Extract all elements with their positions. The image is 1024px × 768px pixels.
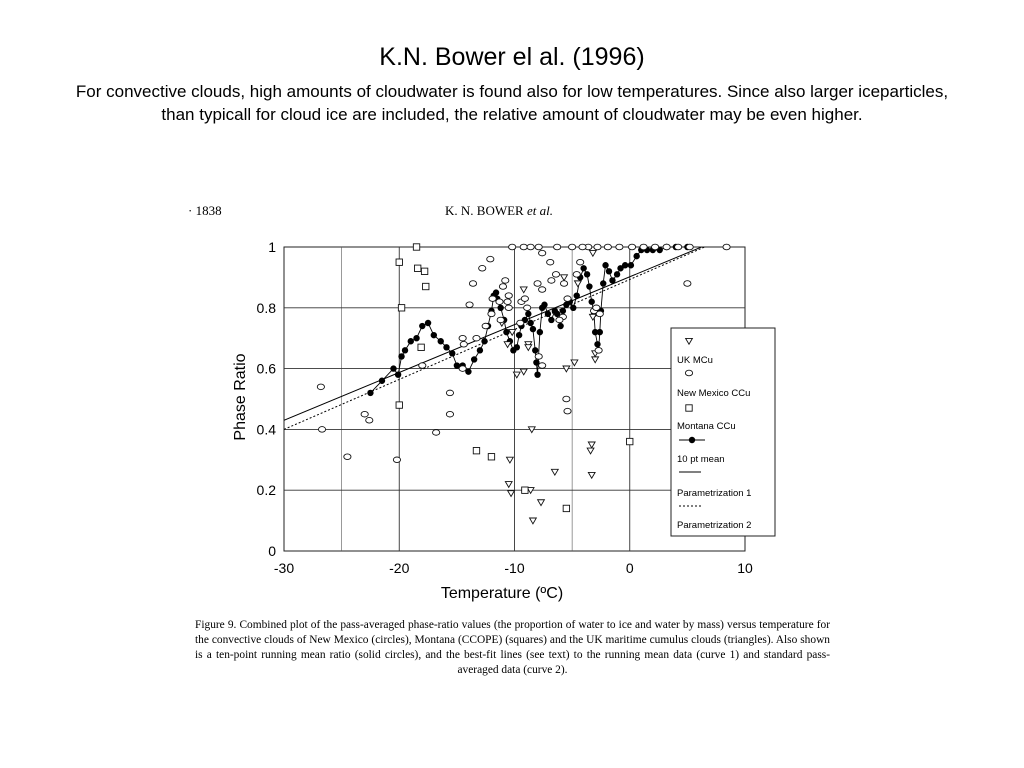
new-mexico-ccu-point [489, 296, 496, 302]
new-mexico-ccu-point [616, 244, 623, 250]
new-mexico-ccu-point [564, 408, 571, 414]
new-mexico-ccu-point [663, 244, 670, 250]
10-pt-mean-point [413, 335, 419, 341]
10-pt-mean-point [431, 332, 437, 338]
10-pt-mean-point [527, 320, 533, 326]
montana-ccu-point [473, 447, 479, 453]
10-pt-mean-point [419, 323, 425, 329]
legend-uk-mcu-label: UK MCu [677, 355, 713, 366]
10-pt-mean-point [534, 371, 540, 377]
new-mexico-ccu-point [521, 296, 528, 302]
page-number-text: 1838 [195, 203, 222, 218]
10-pt-mean-point [574, 292, 580, 298]
uk-mcu-point [574, 281, 581, 287]
10-pt-mean-point [560, 308, 566, 314]
10-pt-mean-point [497, 305, 503, 311]
new-mexico-ccu-point [539, 363, 546, 369]
montana-ccu-point [398, 305, 404, 311]
uk-mcu-point [505, 482, 512, 488]
new-mexico-ccu-point [479, 265, 486, 271]
montana-ccu-point [396, 402, 402, 408]
10-pt-mean-point [609, 277, 615, 283]
uk-mcu-point [551, 469, 558, 475]
legend-parametrization-1-label: Parametrization 1 [677, 488, 752, 499]
10-pt-mean-point [493, 289, 499, 295]
new-mexico-ccu-point [628, 244, 635, 250]
new-mexico-ccu-point [539, 250, 546, 256]
new-mexico-ccu-point [459, 335, 466, 341]
legend-montana-ccu-symbol [686, 405, 692, 411]
10-pt-mean-point [425, 320, 431, 326]
new-mexico-ccu-point [446, 390, 453, 396]
uk-mcu-point [538, 500, 545, 506]
10-pt-mean-point [541, 302, 547, 308]
10-pt-mean-point [398, 353, 404, 359]
new-mexico-ccu-point [684, 281, 691, 287]
new-mexico-ccu-point [675, 244, 682, 250]
10-pt-mean-point [379, 378, 385, 384]
new-mexico-ccu-point [640, 244, 647, 250]
10-pt-mean-point [449, 350, 455, 356]
new-mexico-ccu-point [595, 348, 602, 354]
new-mexico-ccu-point [596, 311, 603, 317]
new-mexico-ccu-point [344, 454, 351, 460]
10-pt-mean-point [580, 265, 586, 271]
new-mexico-ccu-point [535, 244, 542, 250]
new-mexico-ccu-point [552, 272, 559, 278]
new-mexico-ccu-point [527, 244, 534, 250]
uk-mcu-point [589, 250, 596, 256]
x-tick-label: 10 [737, 560, 753, 576]
y-tick-label: 0.4 [256, 421, 276, 438]
10-pt-mean-point [570, 305, 576, 311]
y-tick-label: 0 [268, 543, 276, 559]
montana-ccu-point [563, 505, 569, 511]
10-pt-mean-point [395, 371, 401, 377]
10-pt-mean-point [622, 262, 628, 268]
new-mexico-ccu-point [723, 244, 730, 250]
fit-lines [284, 241, 716, 429]
uk-mcu-point [506, 457, 513, 463]
montana-ccu-point [418, 344, 424, 350]
new-mexico-ccu-point [318, 427, 325, 433]
y-tick-label: 0.6 [256, 360, 276, 377]
uk-mcu-point [561, 275, 568, 281]
montana-ccu-point [522, 487, 528, 493]
new-mexico-ccu-point [497, 317, 504, 323]
slide-title: K.N. Bower el al. (1996) [379, 43, 645, 71]
uk-mcu-point [587, 448, 594, 454]
uk-mcu-point [589, 314, 596, 320]
new-mexico-ccu-point [487, 256, 494, 262]
montana-ccu-point [423, 283, 429, 289]
10-pt-mean-point [614, 271, 620, 277]
uk-mcu-point [592, 357, 599, 363]
uk-mcu-point [525, 345, 532, 351]
new-mexico-ccu-point [505, 305, 512, 311]
uk-mcu-point [588, 472, 595, 478]
new-mexico-ccu-point [459, 366, 466, 372]
new-mexico-ccu-point [554, 244, 561, 250]
y-tick-label: 0.8 [256, 299, 276, 316]
new-mexico-ccu-point [509, 244, 516, 250]
running-head-authors: K. N. BOWER [445, 203, 524, 218]
new-mexico-ccu-point [535, 354, 542, 360]
10-pt-mean-point [628, 262, 634, 268]
new-mexico-ccu-point [594, 244, 601, 250]
new-mexico-ccu-point [517, 320, 524, 326]
new-mexico-ccu-point [652, 244, 659, 250]
y-tick-label: 1 [268, 239, 276, 255]
x-tick-label: -30 [273, 560, 295, 576]
10-pt-mean-point [525, 311, 531, 317]
new-mexico-ccu-point [577, 259, 584, 265]
new-mexico-ccu-point [564, 296, 571, 302]
uk-mcu-point [504, 342, 511, 348]
10-pt-mean-point [532, 347, 538, 353]
montana-ccu-point [627, 438, 633, 444]
y-axis-title: Phase Ratio [232, 353, 249, 441]
new-mexico-ccu-point [460, 341, 467, 347]
uk-mcu-point [520, 369, 527, 375]
legend-10-pt-mean-symbol [689, 437, 695, 443]
new-mexico-ccu-point [488, 311, 495, 317]
new-mexico-ccu-point [593, 305, 600, 311]
new-mexico-ccu-point [502, 278, 509, 284]
10-pt-mean-point [438, 338, 444, 344]
10-pt-mean-point [408, 338, 414, 344]
new-mexico-ccu-point [499, 284, 506, 290]
10-pt-mean-point [537, 329, 543, 335]
new-mexico-ccu-point [473, 335, 480, 341]
page-number: · 1838 [188, 203, 222, 218]
new-mexico-ccu-point [393, 457, 400, 463]
parametrization-1-line [284, 241, 716, 420]
legend-10-pt-mean-label: 10 pt mean [677, 454, 725, 465]
10-pt-mean-point [606, 268, 612, 274]
new-mexico-ccu-point [534, 281, 541, 287]
uk-mcu-point [530, 518, 537, 524]
running-head-etal: et al. [526, 203, 553, 218]
legend-montana-ccu-label: Montana CCu [677, 421, 736, 432]
10-pt-mean-point [633, 253, 639, 259]
10-pt-mean-point [589, 299, 595, 305]
y-tick-label: 0.2 [256, 482, 276, 499]
uk-mcu-point [520, 287, 527, 293]
10-pt-mean-point [390, 365, 396, 371]
new-mexico-ccu-point [573, 272, 580, 278]
new-mexico-ccu-point [446, 411, 453, 417]
new-mexico-ccu-point [604, 244, 611, 250]
new-mexico-ccu-point [563, 396, 570, 402]
10-pt-mean-point [367, 390, 373, 396]
x-tick-label: 0 [625, 560, 634, 576]
10-pt-mean-point [594, 341, 600, 347]
new-mexico-ccu-point [361, 411, 368, 417]
montana-ccu-point [414, 265, 420, 271]
figure-caption: Figure 9. Combined plot of the pass-averaged phase-ratio values (the proportion of water to ice and water by mass) versus temperature for the convective clouds of New Mexico (circles), Montana (CCOPE) (squares) and the UK maritime cumulus clouds (triangles). Also shown is a ten-point running mean ratio (solid circles), and the best-fit lines (see text) to the running mean data (curve 1) and standard pass-averaged data (curve 2). [195, 619, 830, 676]
uk-mcu-point [508, 491, 515, 497]
10-pt-mean-point [597, 329, 603, 335]
10-pt-mean-point [402, 347, 408, 353]
new-mexico-ccu-point [560, 281, 567, 287]
new-mexico-ccu-point [317, 384, 324, 390]
x-tick-label: -10 [504, 560, 525, 576]
legend-parametrization-2-label: Parametrization 2 [677, 520, 752, 531]
new-mexico-ccu-point [539, 287, 546, 293]
parametrization-2-line [284, 247, 705, 429]
10-pt-mean-point [516, 332, 522, 338]
legend-new-mexico-ccu-symbol [685, 370, 692, 376]
x-tick-label: -20 [389, 560, 410, 576]
10-pt-mean-point [548, 317, 554, 323]
10-pt-mean-point [443, 344, 449, 350]
legend [671, 328, 775, 536]
new-mexico-ccu-point [547, 259, 554, 265]
10-pt-mean-point [481, 338, 487, 344]
montana-ccu-point [421, 268, 427, 274]
new-mexico-ccu-point [505, 293, 512, 299]
x-axis-title: Temperature (ºC) [440, 585, 564, 602]
new-mexico-ccu-point [469, 281, 476, 287]
new-mexico-ccu-point [569, 244, 576, 250]
new-mexico-ccu-point [419, 363, 426, 369]
new-mexico-ccu-point [466, 302, 473, 308]
new-mexico-ccu-point [482, 323, 489, 329]
10-pt-mean-point [530, 326, 536, 332]
montana-ccu-point [396, 259, 402, 265]
new-mexico-ccu-point [686, 244, 693, 250]
10-pt-mean-point [514, 344, 520, 350]
new-mexico-ccu-point [579, 244, 586, 250]
10-pt-mean-point [586, 283, 592, 289]
10-pt-mean-point [477, 347, 483, 353]
new-mexico-ccu-point [433, 430, 440, 436]
slide-description: For convective clouds, high amounts of cloudwater is found also for low temperatures. Since also larger iceparticles, than typicall for cloud ice are included, the relative amount of cloudwater may be even higher. [75, 82, 949, 124]
10-pt-mean-point [584, 271, 590, 277]
10-pt-mean-point [545, 311, 551, 317]
new-mexico-ccu-point [520, 244, 527, 250]
10-pt-mean-point [557, 323, 563, 329]
montana-ccu-point [488, 454, 494, 460]
new-mexico-ccu-point [548, 278, 555, 284]
new-mexico-ccu-point [496, 299, 503, 305]
legend-new-mexico-ccu-label: New Mexico CCu [677, 388, 751, 399]
10-pt-mean-point [471, 356, 477, 362]
10-pt-mean-point [602, 262, 608, 268]
10-pt-mean-point [600, 280, 606, 286]
new-mexico-ccu-point [556, 317, 563, 323]
new-mexico-ccu-point [504, 299, 511, 305]
new-mexico-ccu-point [366, 417, 373, 423]
montana-ccu-point [413, 244, 419, 250]
uk-mcu-point [588, 442, 595, 448]
new-mexico-ccu-point [524, 305, 531, 311]
